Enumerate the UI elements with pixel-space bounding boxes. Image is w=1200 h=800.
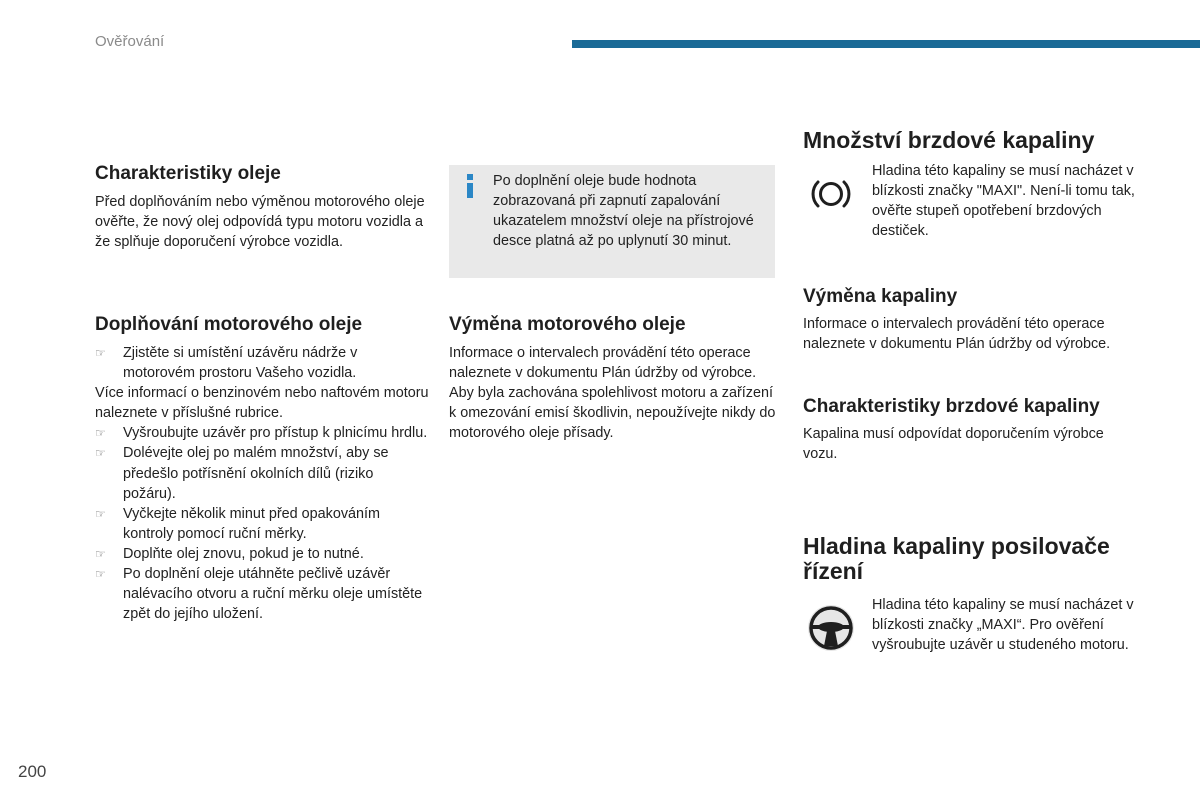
brake-specs-text: Kapalina musí odpovídat doporučením výrobce vozu. xyxy=(803,426,1104,463)
topping-up-section xyxy=(95,313,430,624)
brake-specs-title: Charakteristiky brzdové kapaliny xyxy=(803,396,1100,417)
bullet-icon: ☞ xyxy=(95,506,106,521)
oil-change-text: Informace o intervalech provádění této operace naleznete v dokumentu Plán údržby od výrobce. xyxy=(449,345,757,382)
list-item xyxy=(95,343,430,383)
list-item-text: Zjistěte si umístění uzávěru nádrže v motorovém prostoru Vašeho vozidla. xyxy=(123,345,358,382)
list-item-text: Dolévejte olej po malém množství, aby se předešlo potřísnění okolních dílů (riziko požáru). xyxy=(123,445,389,502)
oil-change-section xyxy=(449,313,779,443)
oil-specs-title: Charakteristiky oleje xyxy=(95,163,281,184)
topping-up-list-2 xyxy=(95,423,430,624)
list-item-text: Po doplnění oleje utáhněte pečlivě uzávěr nalévacího otvoru a ruční měrku oleje umístěte zpět do jejího uložení. xyxy=(123,566,423,623)
topping-up-note: Více informací o benzinovém nebo naftovém motoru naleznete v příslušné rubrice. xyxy=(95,385,429,422)
bullet-icon: ☞ xyxy=(95,346,106,360)
page-number: 200 xyxy=(18,762,47,781)
list-item-text: Vyšroubujte uzávěr pro přístup k plnicímu hrdlu. xyxy=(123,425,428,442)
oil-specs-text: Před doplňováním nebo výměnou motorového oleje ověřte, že nový olej odpovídá typu motoru vozidla a že splňuje doporučení výrobce vozidla. xyxy=(95,194,425,251)
list-item xyxy=(95,504,430,544)
list-item xyxy=(95,423,430,443)
brake-warning-icon xyxy=(805,168,857,220)
section-label: Ověřování xyxy=(95,33,165,50)
list-item-text: Doplňte olej znovu, pokud je to nutné. xyxy=(123,545,364,562)
bullet-icon: ☞ xyxy=(95,446,106,461)
bullet-icon: ☞ xyxy=(95,426,106,441)
steering-wheel-icon xyxy=(805,602,857,654)
topping-up-list-1 xyxy=(95,343,430,383)
brake-fluid-text: Hladina této kapaliny se musí nacházet v blízkosti značky "MAXI". Není-li tomu tak, ověřte stupeň opotřebení brzdových destiček. xyxy=(872,163,1135,240)
info-note-box xyxy=(449,165,775,278)
info-note-text: Po doplnění oleje bude hodnota zobrazovaná při zapnutí zapalování ukazatelem množství oleje na přístrojové desce platná až po uplynutí 30 minut. xyxy=(493,173,754,250)
bullet-icon: ☞ xyxy=(95,546,106,561)
oil-specs-section xyxy=(95,162,430,252)
brake-fluid-title: Množství brzdové kapaliny xyxy=(803,127,1095,153)
brake-change-section xyxy=(803,285,1138,354)
oil-change-text-2: Aby byla zachována spolehlivost motoru a zařízení k omezování emisí škodlivin, nepoužívejte nikdy do motorového oleje přísady. xyxy=(449,385,776,442)
list-item-text: Vyčkejte několik minut před opakováním kontroly pomocí ruční měrky. xyxy=(123,505,381,542)
brake-change-text: Informace o intervalech provádění této operace naleznete v dokumentu Plán údržby od výrobce. xyxy=(803,316,1111,353)
info-icon xyxy=(464,174,476,198)
power-steering-text: Hladina této kapaliny se musí nacházet v blízkosti značky „MAXI“. Pro ověření vyšroubujte uzávěr u studeného motoru. xyxy=(872,597,1134,654)
brake-change-title: Výměna kapaliny xyxy=(803,286,958,307)
power-steering-section xyxy=(803,534,1143,584)
list-item xyxy=(95,564,430,624)
list-item xyxy=(95,443,430,503)
oil-change-title: Výměna motorového oleje xyxy=(449,314,686,335)
header-accent-bar xyxy=(572,40,1200,48)
power-steering-title: Hladina kapaliny posilovače řízení xyxy=(803,533,1110,584)
topping-up-title: Doplňování motorového oleje xyxy=(95,314,363,335)
list-item xyxy=(95,544,430,564)
brake-specs-section xyxy=(803,395,1138,464)
brake-fluid-section xyxy=(803,128,1138,153)
bullet-icon: ☞ xyxy=(95,567,106,582)
